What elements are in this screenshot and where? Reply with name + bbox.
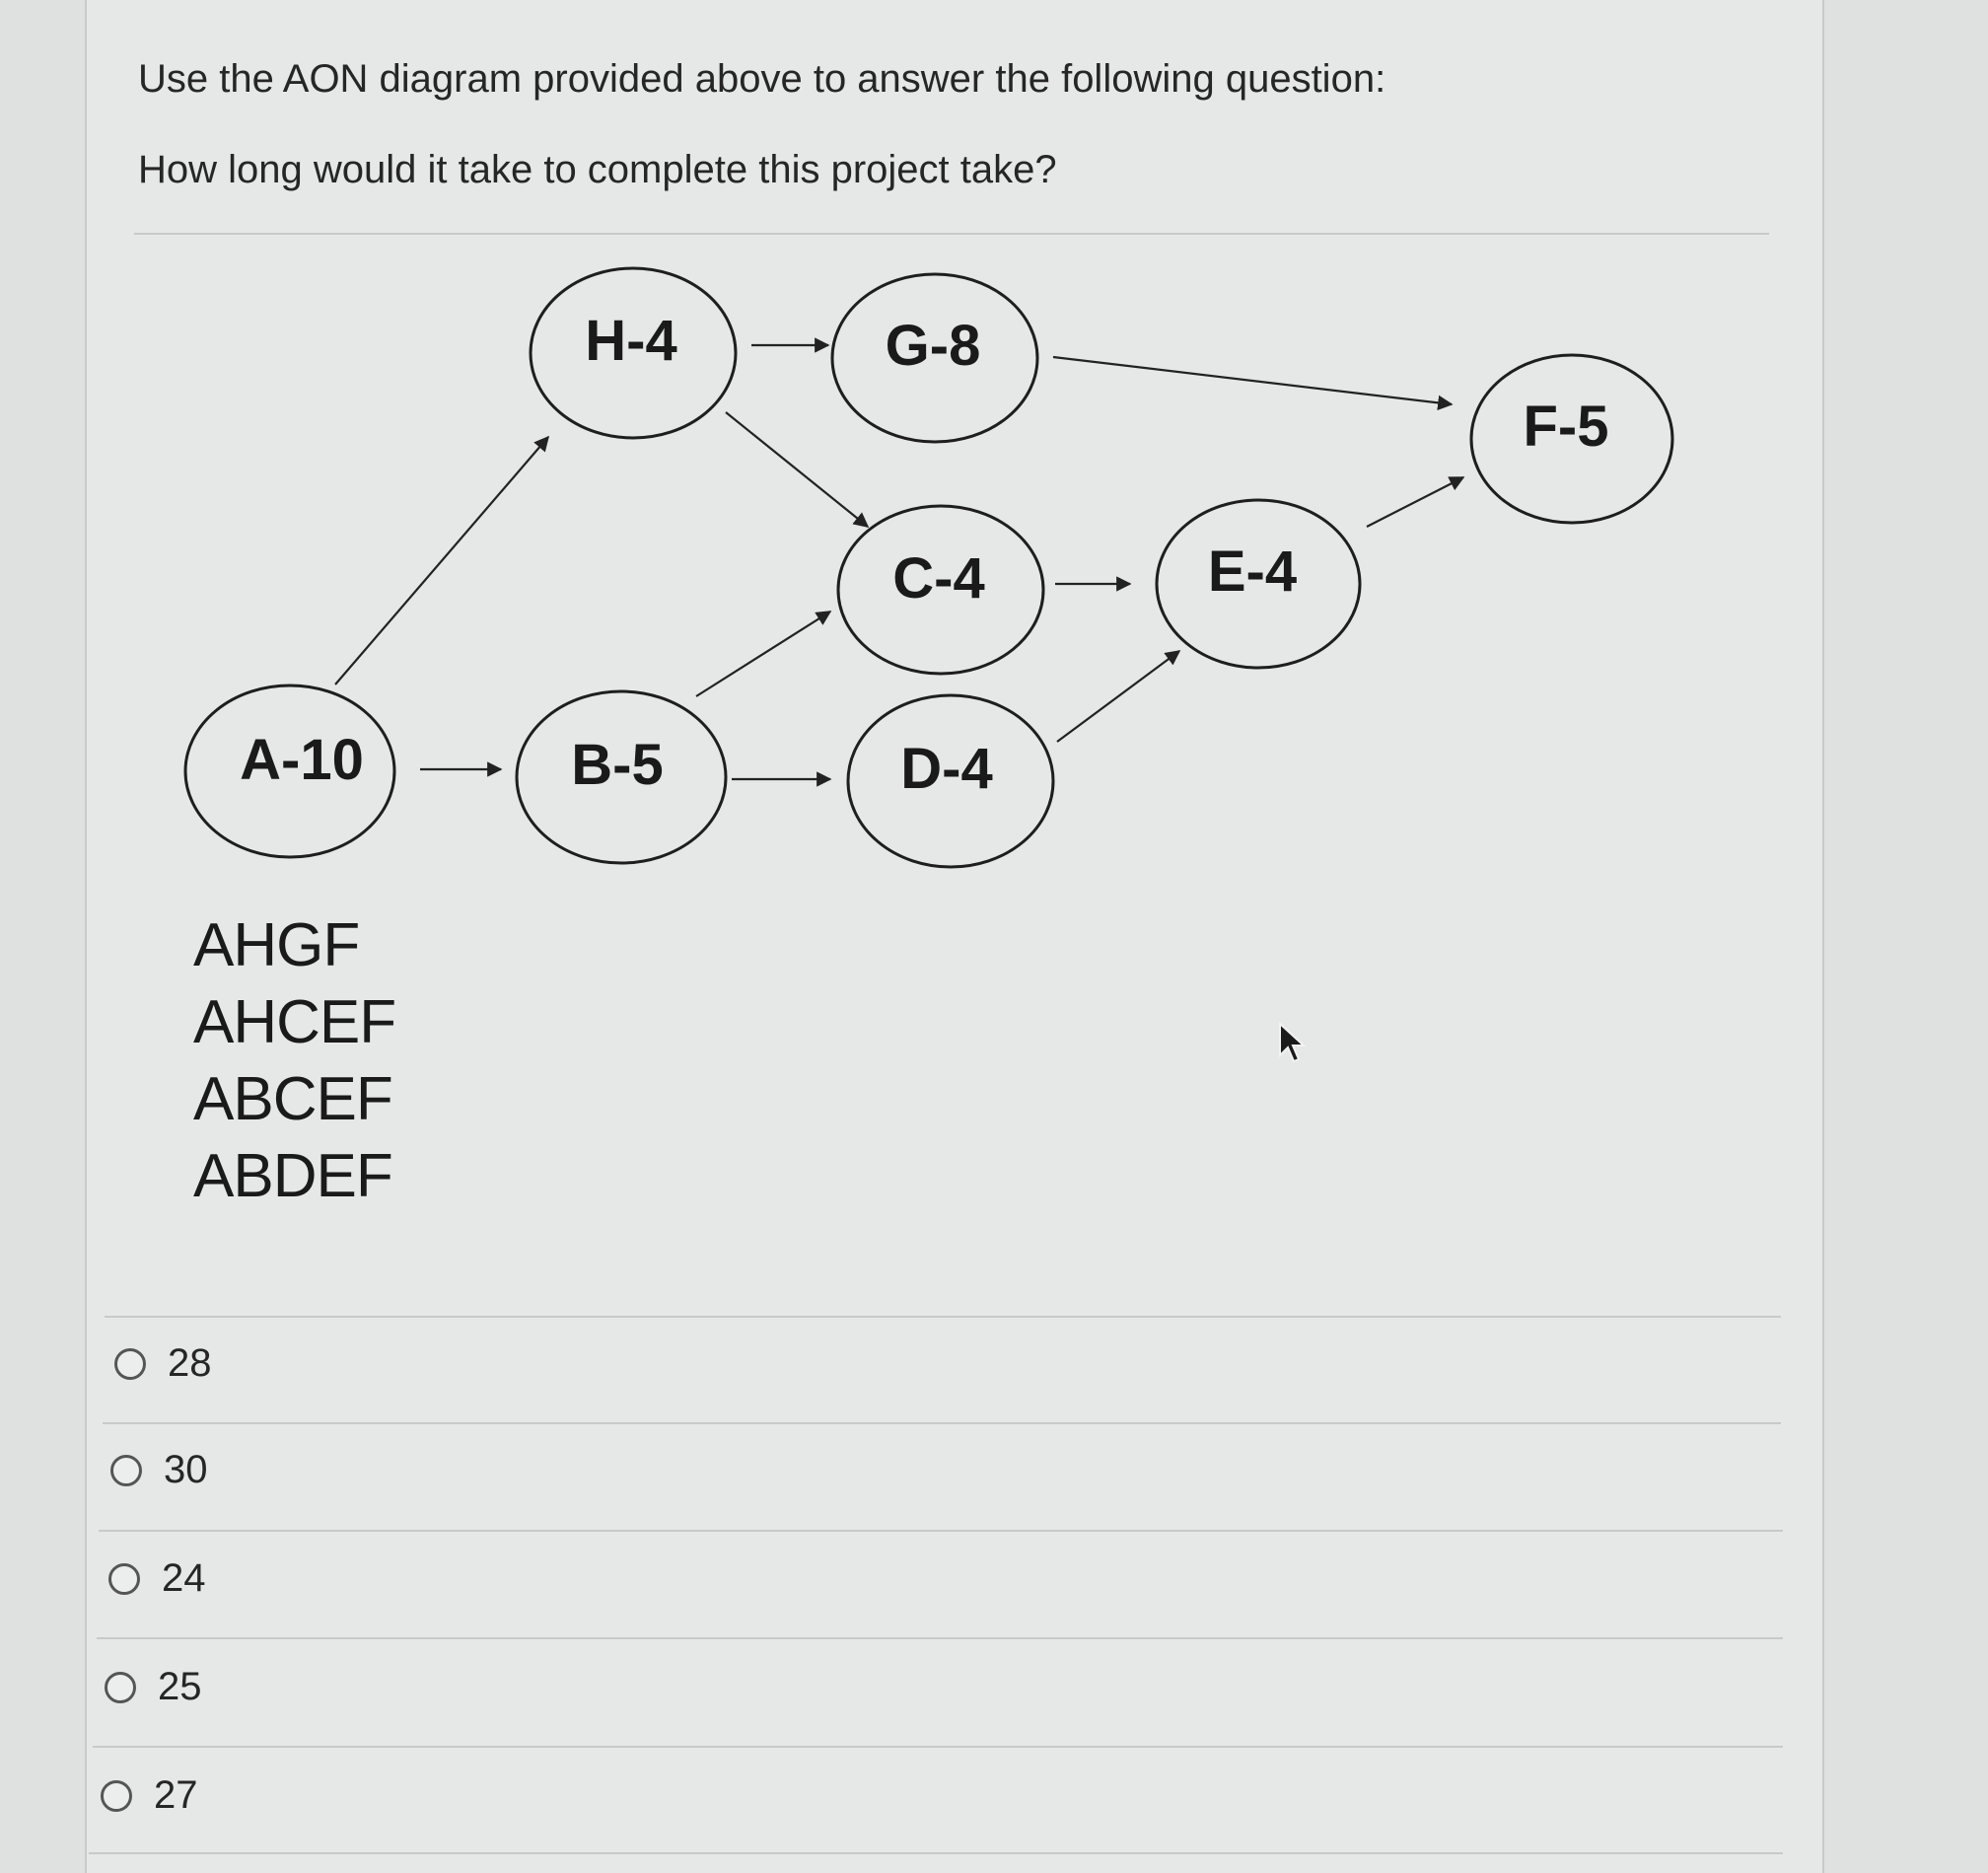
path-item: AHCEF — [193, 988, 396, 1056]
edge-a-h — [335, 437, 548, 684]
divider — [89, 1852, 1783, 1854]
option-label: 30 — [164, 1448, 208, 1491]
node-f — [1471, 355, 1672, 523]
node-c — [838, 506, 1043, 674]
answer-option-24[interactable] — [108, 1556, 206, 1601]
node-label: H-4 — [585, 309, 677, 373]
node-label: C-4 — [892, 546, 985, 611]
option-label: 27 — [154, 1773, 198, 1817]
node-d — [848, 695, 1053, 867]
node-label: E-4 — [1207, 540, 1298, 604]
divider — [93, 1746, 1783, 1748]
answer-option-27[interactable] — [101, 1773, 198, 1818]
radio-button[interactable] — [110, 1455, 142, 1486]
option-label: 24 — [162, 1556, 206, 1600]
edge-b-c — [696, 612, 830, 696]
divider — [105, 1316, 1781, 1318]
answer-option-25[interactable] — [105, 1665, 202, 1709]
node-a — [185, 685, 394, 857]
divider — [99, 1530, 1783, 1532]
divider — [97, 1637, 1783, 1639]
divider — [103, 1422, 1781, 1424]
edge-g-f — [1053, 357, 1452, 404]
edge-d-e — [1057, 651, 1179, 742]
node-g — [832, 274, 1037, 442]
radio-button[interactable] — [114, 1348, 146, 1380]
node-h — [531, 268, 736, 438]
radio-button[interactable] — [105, 1672, 136, 1703]
option-label: 28 — [168, 1341, 212, 1385]
node-b — [517, 691, 726, 863]
node-label: D-4 — [900, 737, 993, 801]
option-label: 25 — [158, 1665, 202, 1708]
node-label: G-8 — [885, 314, 981, 378]
edge-h-c — [726, 412, 868, 527]
path-list — [193, 907, 395, 1215]
edge-e-f — [1367, 477, 1463, 527]
node-label: A-10 — [240, 728, 364, 792]
question-text: How long would it take to complete this project take? — [138, 148, 1057, 191]
path-item: AHGF — [193, 911, 360, 979]
mouse-pointer-icon — [1278, 1022, 1308, 1065]
path-item: ABDEF — [193, 1142, 392, 1210]
answer-option-28[interactable] — [114, 1341, 212, 1386]
path-item: ABCEF — [193, 1065, 392, 1133]
radio-button[interactable] — [108, 1563, 140, 1595]
node-e — [1157, 500, 1360, 668]
node-label: B-5 — [571, 733, 664, 797]
answer-option-30[interactable] — [110, 1448, 208, 1492]
radio-button[interactable] — [101, 1780, 132, 1812]
question-instruction: Use the AON diagram provided above to answer the following question: — [138, 57, 1386, 101]
node-label: F-5 — [1523, 395, 1609, 459]
